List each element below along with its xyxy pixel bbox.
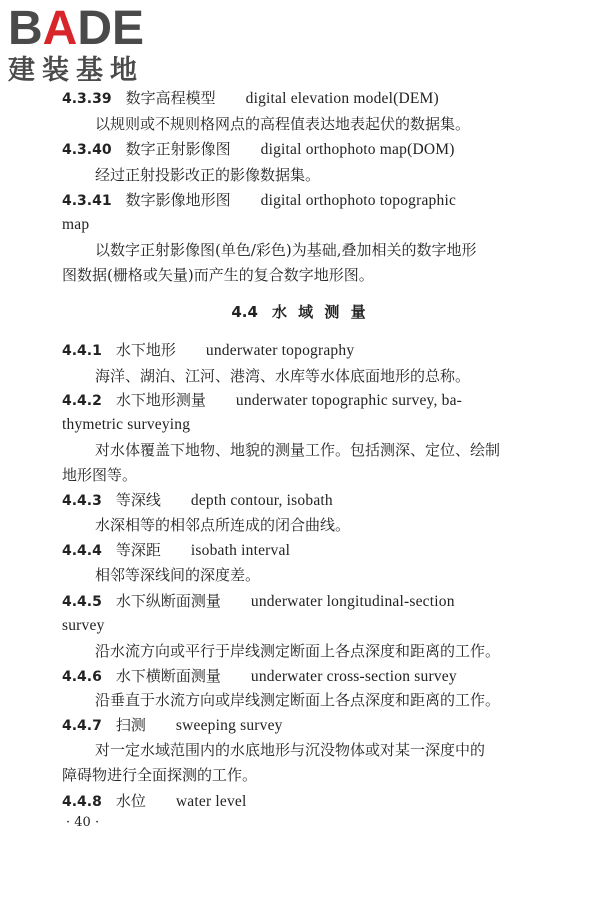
section-number: 4.4 [231,303,258,321]
term-heading-4-4-5 [62,591,455,612]
section-title [0,302,600,322]
term-definition: 图数据(栅格或矢量)而产生的复合数字地形图。 [62,266,374,284]
term-chinese: 等深距 [115,541,161,559]
term-definition: 以规则或不规则格网点的高程值表达地表起伏的数据集。 [95,115,471,133]
page-number: · 40 · [66,815,100,830]
term-heading-4-3-39 [62,88,439,109]
term-definition: 沿垂直于水流方向或岸线测定断面上各点深度和距离的工作。 [95,691,501,709]
term-heading-4-4-8 [62,791,247,812]
term-number: 4.3.41 [62,193,112,209]
term-chinese: 数字影像地形图 [125,191,231,209]
term-heading-4-3-40 [62,139,455,160]
term-chinese: 水下地形测量 [115,391,206,409]
term-heading-4-4-1 [62,340,354,361]
term-english: digital orthophoto topographic [260,192,457,209]
term-chinese: 水下横断面测量 [115,667,221,685]
term-number: 4.3.40 [62,142,112,158]
term-definition: 对一定水域范围内的水底地形与沉没物体或对某一深度中的 [95,741,486,759]
term-english: isobath interval [190,542,291,559]
term-english-continued [62,414,190,435]
term-chinese: 数字高程模型 [125,89,216,107]
term-chinese: 扫测 [115,716,146,734]
term-chinese: 水下地形 [115,341,176,359]
term-english-continued [62,214,89,235]
term-definition: 水深相等的相邻点所连成的闭合曲线。 [95,516,351,534]
term-number: 4.4.6 [62,669,102,685]
term-definition: 海洋、湖泊、江河、港湾、水库等水体底面地形的总称。 [95,367,471,385]
term-definition: 对水体覆盖下地物、地貌的测量工作。包括测深、定位、绘制 [95,441,501,459]
logo-letter-a: A [42,2,78,55]
term-definition: 沿水流方向或平行于岸线测定断面上各点深度和距离的工作。 [95,642,501,660]
term-chinese: 水下纵断面测量 [115,592,221,610]
term-number: 4.4.8 [62,794,102,810]
term-chinese: 水位 [115,792,146,810]
section-name: 水 域 测 量 [271,303,369,321]
term-heading-4-4-7 [62,715,283,736]
term-chinese: 等深线 [115,491,161,509]
term-english: underwater cross-section survey [250,668,457,685]
term-english: digital elevation model(DEM) [245,90,439,107]
term-number: 4.4.2 [62,393,102,409]
logo-letters-de: DE [77,2,145,55]
term-number: 4.4.4 [62,543,102,559]
term-heading-4-4-3 [62,490,333,511]
term-number: 4.3.39 [62,91,112,107]
term-definition: 以数字正射影像图(单色/彩色)为基础,叠加相关的数字地形 [95,241,477,259]
term-english: depth contour, isobath [190,492,333,509]
term-number: 4.4.5 [62,594,102,610]
term-number: 4.4.7 [62,718,102,734]
logo-subtitle: 建装基地 [8,55,144,86]
term-english-continued [62,615,105,636]
term-heading-4-4-2 [62,390,462,411]
term-english: underwater topographic survey, ba- [235,392,463,409]
term-english-cont: survey [62,617,105,634]
term-english: underwater topography [205,342,355,359]
term-heading-4-4-4 [62,540,290,561]
term-english: water level [175,793,247,810]
term-english-cont: thymetric surveying [62,416,191,433]
term-heading-4-3-41 [62,190,456,211]
term-definition: 障碍物进行全面探测的工作。 [62,766,258,784]
term-chinese: 数字正射影像图 [125,140,231,158]
term-definition: 地形图等。 [62,466,138,484]
logo-letter-b: B [8,2,43,55]
term-english: sweeping survey [175,717,283,734]
term-english-cont: map [62,216,90,233]
term-definition: 经过正射投影改正的影像数据集。 [95,166,321,184]
term-english: digital orthophoto map(DOM) [260,141,455,158]
term-number: 4.4.3 [62,493,102,509]
term-heading-4-4-6 [62,666,457,687]
term-english: underwater longitudinal-section [250,593,455,610]
term-definition: 相邻等深线间的深度差。 [95,566,261,584]
term-number: 4.4.1 [62,343,102,359]
